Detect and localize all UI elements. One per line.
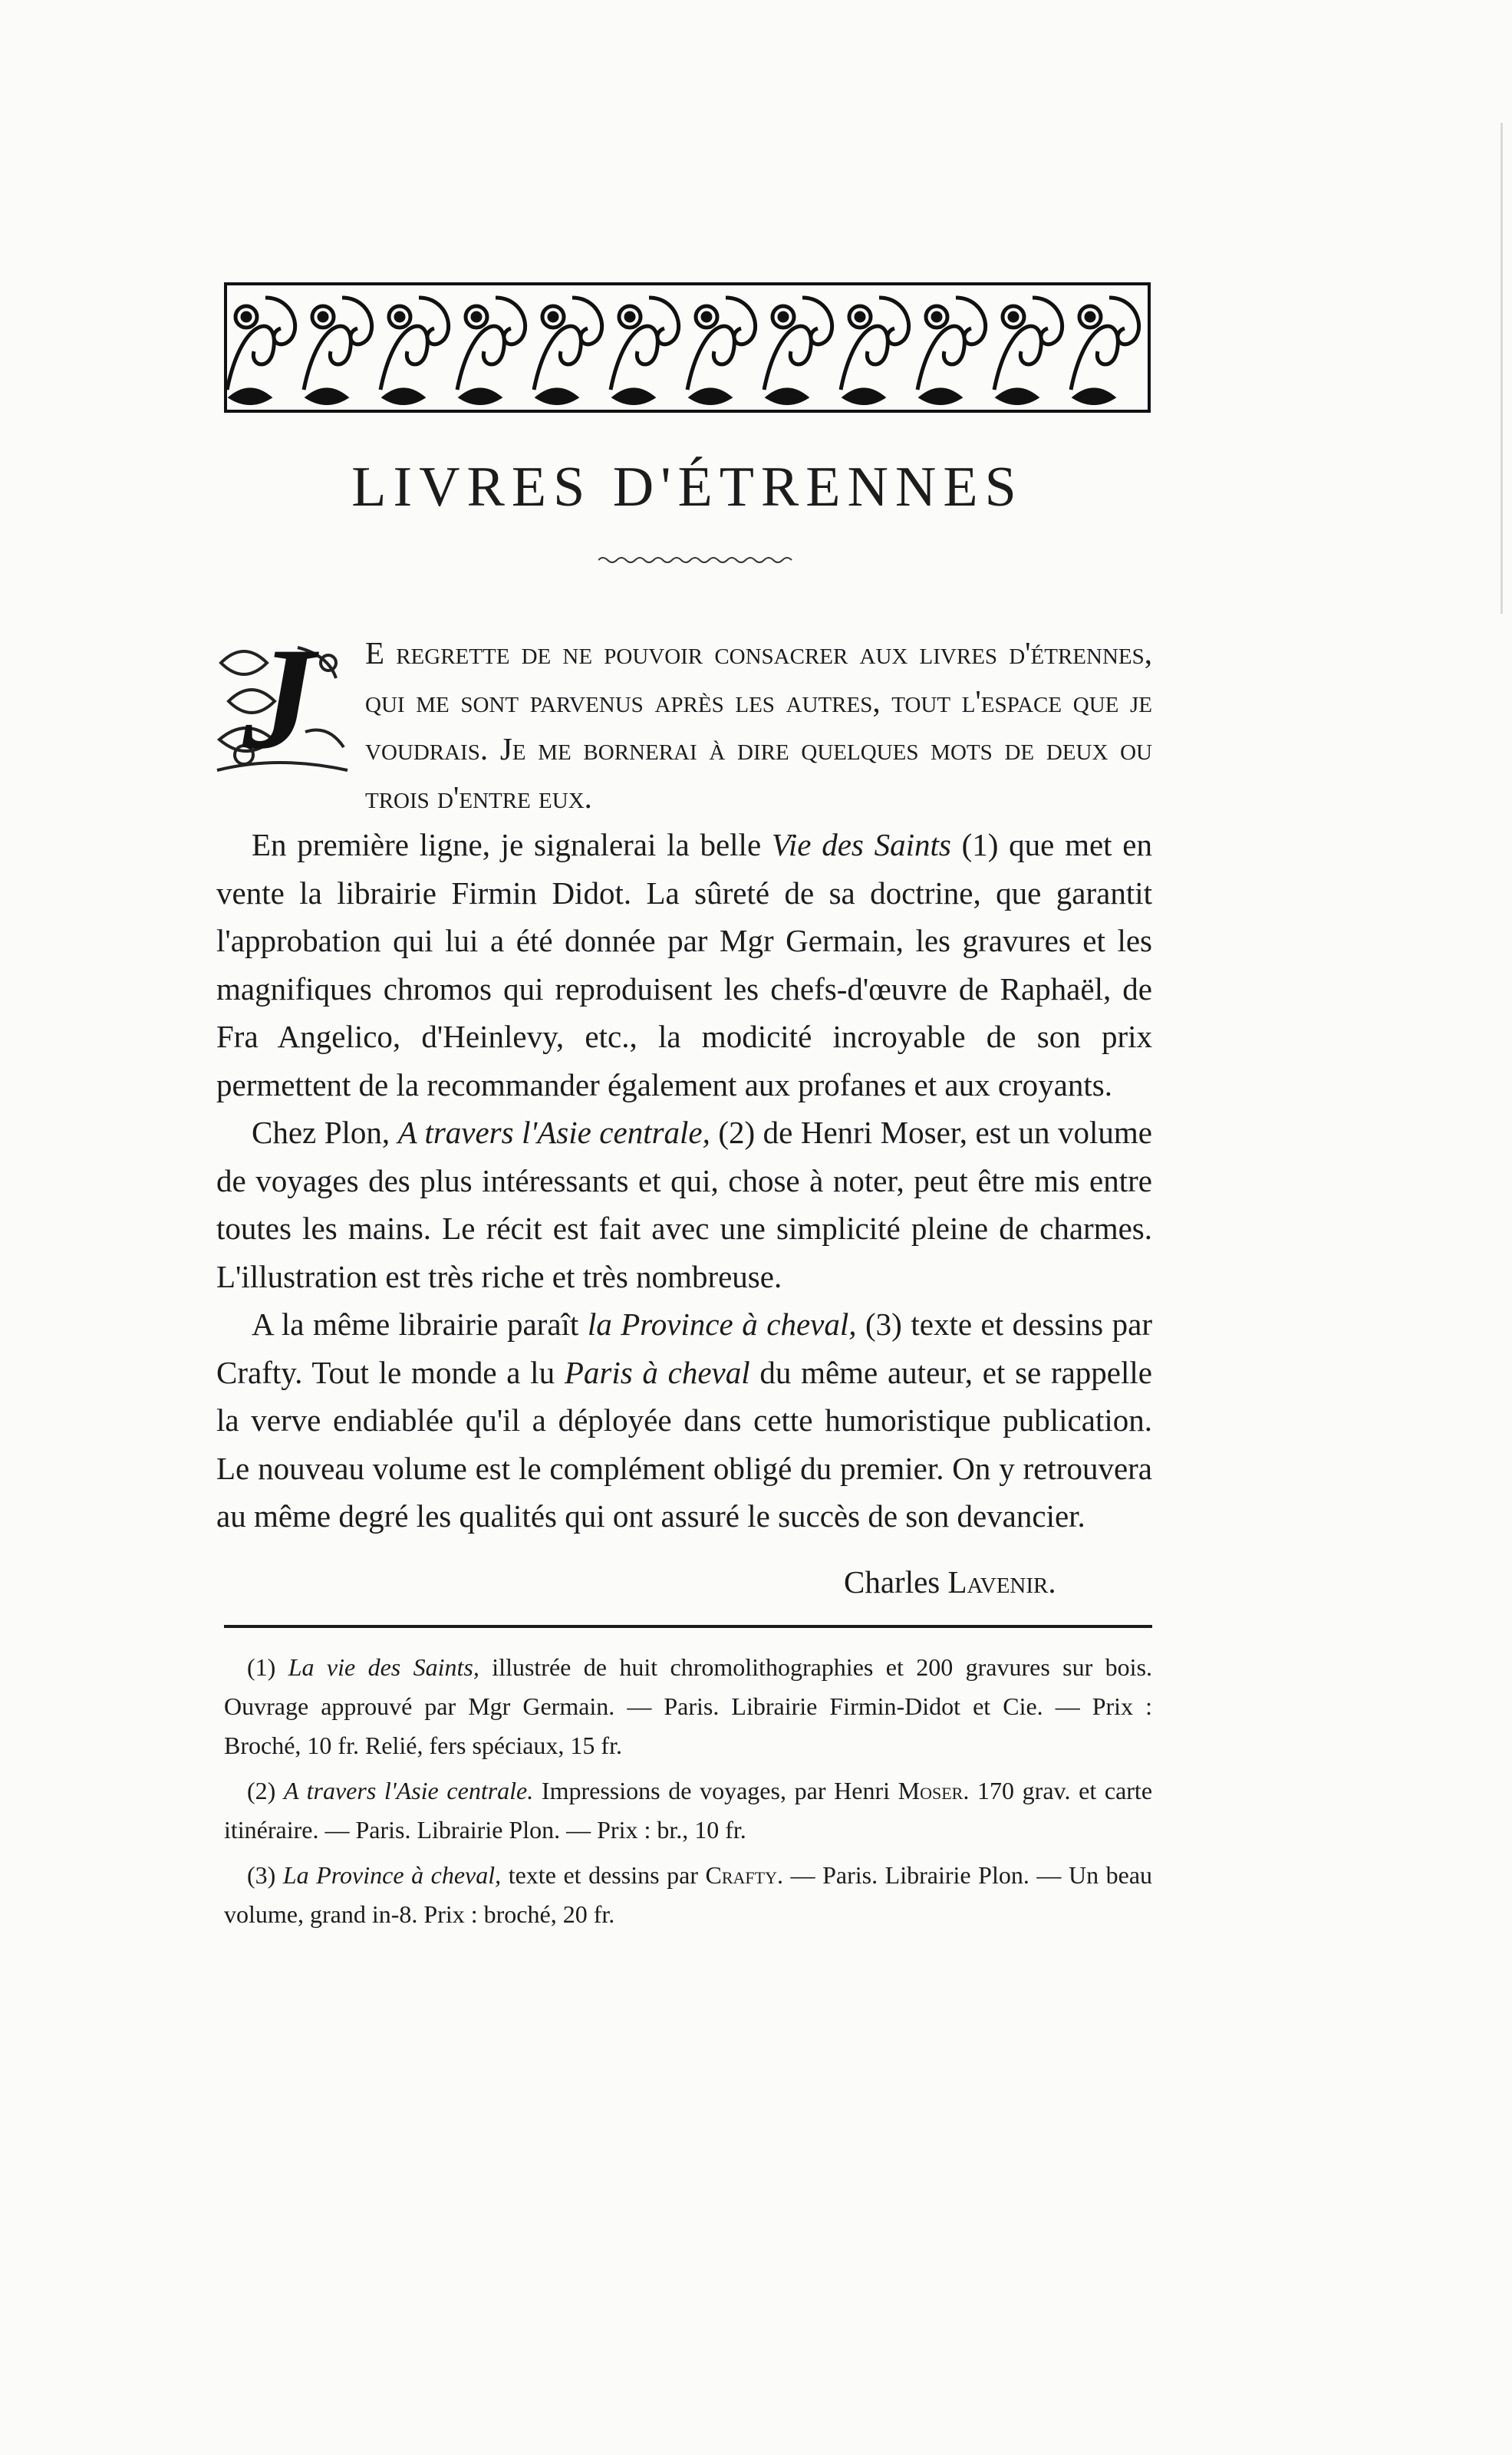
footnote-2-title: A travers l'Asie centrale. [283,1777,534,1804]
footnote-3-title: La Province à cheval, [282,1861,502,1889]
footnotes [224,1648,1152,1940]
leaf-icon [921,390,960,404]
leaf-icon [384,390,423,404]
leaf-icon [998,390,1036,404]
rosette-center-icon [396,313,404,321]
footnote-3 [224,1856,1152,1934]
paragraph-4-text-b: (3) texte et dessins par Crafty. Tout le monde a lu [216,1307,1152,1390]
wavy-rule-icon [598,554,798,566]
paragraph-4-text-a: A la même librairie paraît [252,1307,588,1342]
paragraph-4 [216,1300,1152,1541]
page-edge-mark [1500,123,1503,614]
paragraph-4-text-c: du même auteur, et se rappelle la verve endiablée qu'il a déployée dans cette humoristique publication. Le nouveau volume est le complément obligé du premier. On y retrouvera au même degré les qualités qui ont assuré le succès de son devancier. [216,1354,1152,1534]
leaf-icon [1075,390,1113,404]
book-title-paris-a-cheval: Paris à cheval [564,1354,750,1390]
paragraph-2-text-b: (1) que met en vente la librairie Firmin Didot. La sûreté de sa doctrine, que garantit l'approbation qui lui a été donnée par Mgr Germain, les gravures et les magnifiques chromos qui reproduisent les chefs-d'œuvre de Raphaël, de Fra Angelico, d'Heinlevy, etc., la modicité incroyable de son prix permettent de la recommander également aux profanes et aux croyants. [216,827,1153,1102]
paragraph-3-text-a: Chez Plon, [252,1115,398,1150]
rosette-center-icon [1010,313,1017,321]
leaf-icon [461,390,499,404]
leaf-icon [845,390,883,404]
rosette-center-icon [549,313,557,321]
leaf-icon [691,390,730,404]
drop-cap-letter: J [242,618,315,779]
article-body [216,618,1153,1541]
paragraph-2 [216,821,1152,1109]
ornamental-headpiece [224,282,1151,413]
rosette-center-icon [779,313,787,321]
book-title-province-a-cheval: la Province à cheval, [587,1307,857,1342]
signature-first-name: Charles [844,1564,948,1600]
footnote-1-text: illustrée de huit chromolithographies et 200 gravures sur bois. Ouvrage approuvé par Mgr Germain. — Paris. Librairie Firmin-Didot et Cie. — Prix : Broché, 10 fr. Relié, fers spéciaux, 15 fr. [224,1653,1153,1759]
floral-ornament-icon [224,282,1151,413]
rosette-center-icon [703,313,710,321]
footnote-2-text-b: . 170 grav. et carte itinéraire. — Paris. Librairie Plon. — Prix : br., 10 fr. [224,1777,1153,1844]
footnote-2-author: Moser [898,1777,964,1804]
rosette-center-icon [242,313,250,321]
leaf-icon [308,390,346,404]
rosette-center-icon [1086,313,1094,321]
footnote-3-number: (3) [247,1861,283,1889]
page-title: LIVRES D'ÉTRENNES [351,456,1023,519]
footnote-3-author: Crafty [705,1861,777,1889]
signature-dot: . [1048,1564,1056,1600]
footnote-2-number: (2) [247,1777,284,1804]
rosette-center-icon [933,313,940,321]
rosette-center-icon [473,313,480,321]
paragraph-1-text: E regrette de ne pouvoir consacrer aux livres d'étrennes, qui me sont parvenus après les autres, tout l'espace que je voudrais. Je me bornerai à dire quelques mots de deux ou trois d'entre eux. [365,635,1152,815]
signature-last-name: Lavenir [947,1564,1049,1600]
paragraph-3 [216,1109,1152,1300]
rosette-center-icon [626,313,634,321]
footnote-divider [224,1625,1152,1628]
book-title-vie-des-saints: Vie des Saints [771,827,951,862]
footnote-3-text-b: . — Paris. Librairie Plon. — Un beau volume, grand in-8. Prix : broché, 20 fr. [224,1861,1153,1928]
rosette-center-icon [856,313,864,321]
leaf-icon [538,390,576,404]
footnote-1-number: (1) [247,1653,288,1681]
drop-cap [213,618,353,779]
paragraph-1 [216,618,1152,821]
rosette-center-icon [319,313,327,321]
footnote-2-text-a: Impressions de voyages, par Henri [533,1777,898,1804]
author-signature [844,1560,1056,1603]
footnote-1 [224,1648,1152,1765]
leaf-icon [614,390,653,404]
footnote-3-text-a: texte et dessins par [501,1861,706,1889]
paragraph-3-text-b: (2) de Henri Moser, est un volume de voyages des plus intéressants et qui, chose à noter, peut être mis entre toutes les mains. Le récit est fait avec une simplicité pleine de charmes. L'illustration est très riche et très nombreuse. [216,1115,1152,1294]
paragraph-2-text-a: En première ligne, je signalerai la belle [252,827,772,862]
book-title-asie-centrale: A travers l'Asie centrale, [397,1115,710,1150]
leaf-icon [768,390,806,404]
leaf-icon [231,390,269,404]
footnote-1-title: La vie des Saints, [288,1653,479,1681]
footnote-2 [224,1771,1152,1850]
